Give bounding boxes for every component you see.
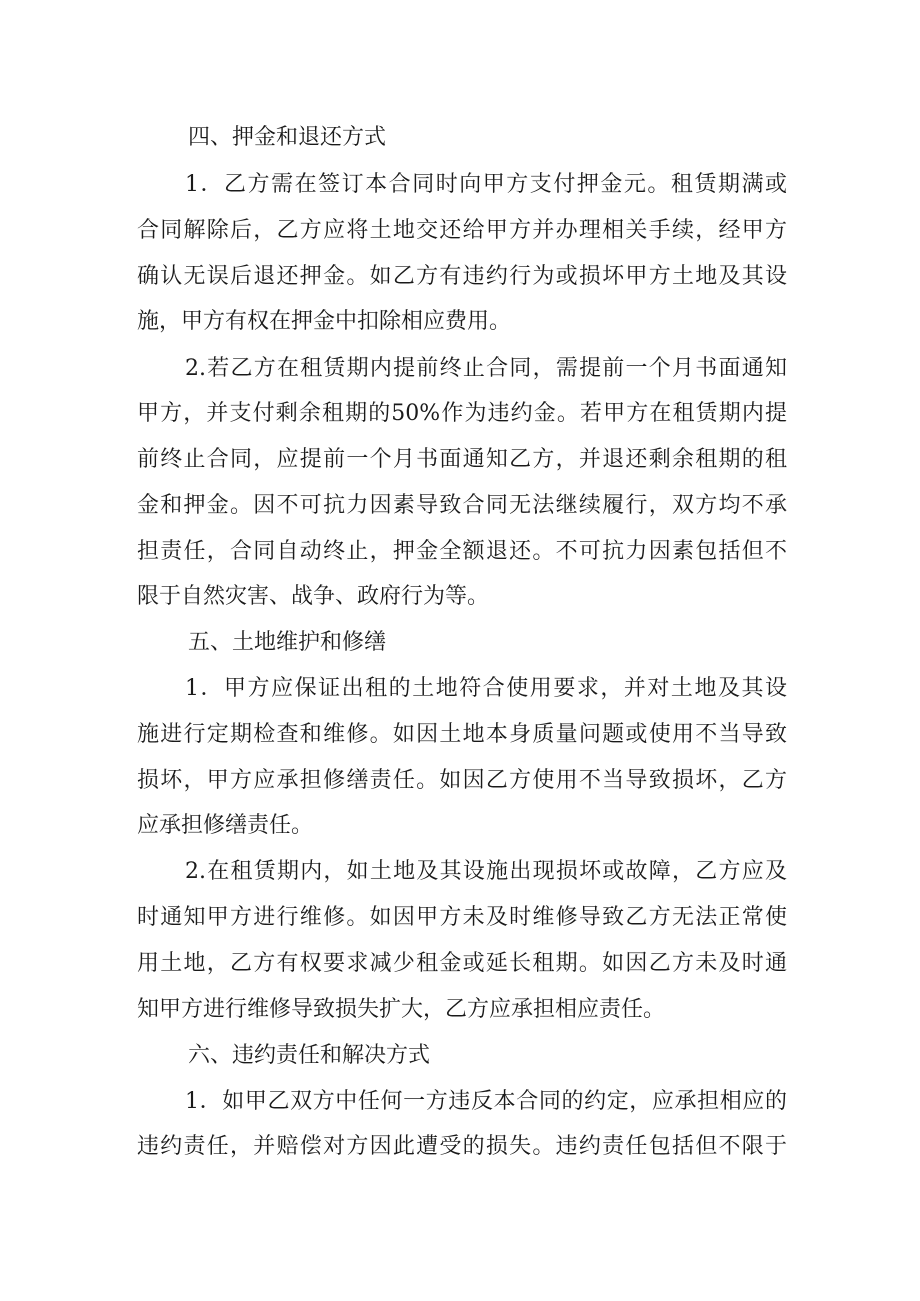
paragraph-line: 2.在租赁期内，如土地及其设施出现损坏或故障，乙方应及 xyxy=(185,859,787,884)
section-heading-maintenance: 五、土地维护和修缮 xyxy=(188,630,387,655)
paragraph-line: 施进行定期检查和维修。如因土地本身质量问题或使用不当导致 xyxy=(137,722,787,747)
paragraph-line: 1．如甲乙双方中任何一方违反本合同的约定，应承担相应的 xyxy=(185,1089,787,1114)
paragraph-line: 1．乙方需在签订本合同时向甲方支付押金元。租赁期满或 xyxy=(185,172,787,197)
paragraph-line: 担责任，合同自动终止，押金全额退还。不可抗力因素包括但不 xyxy=(137,539,787,564)
section-heading-breach: 六、违约责任和解决方式 xyxy=(188,1043,431,1068)
paragraph-line: 2.若乙方在租赁期内提前终止合同，需提前一个月书面通知 xyxy=(185,356,787,381)
paragraph-line: 前终止合同，应提前一个月书面通知乙方，并退还剩余租期的租 xyxy=(137,447,787,472)
paragraph-line: 确认无误后退还押金。如乙方有违约行为或损坏甲方土地及其设 xyxy=(137,264,787,289)
paragraph-line: 甲方，并支付剩余租期的50%作为违约金。若甲方在租赁期内提 xyxy=(137,401,787,426)
paragraph-line: 时通知甲方进行维修。如因甲方未及时维修导致乙方无法正常使 xyxy=(137,905,787,930)
paragraph-line: 施，甲方有权在押金中扣除相应费用。 xyxy=(137,309,512,334)
paragraph-line: 损坏，甲方应承担修缮责任。如因乙方使用不当导致损坏，乙方 xyxy=(137,768,787,793)
paragraph-line: 1．甲方应保证出租的土地符合使用要求，并对土地及其设 xyxy=(185,676,787,701)
section-heading-deposit: 四、押金和退还方式 xyxy=(188,125,387,150)
paragraph-line: 用土地，乙方有权要求减少租金或延长租期。如因乙方未及时通 xyxy=(137,951,787,976)
paragraph-line: 违约责任，并赔偿对方因此遭受的损失。违约责任包括但不限于 xyxy=(137,1134,787,1159)
paragraph-line: 金和押金。因不可抗力因素导致合同无法继续履行，双方均不承 xyxy=(137,493,787,518)
paragraph-line: 知甲方进行维修导致损失扩大，乙方应承担相应责任。 xyxy=(137,997,666,1022)
paragraph-line: 应承担修缮责任。 xyxy=(137,813,314,838)
paragraph-line: 合同解除后，乙方应将土地交还给甲方并办理相关手续，经甲方 xyxy=(137,218,787,243)
paragraph-line: 限于自然灾害、战争、政府行为等。 xyxy=(137,584,490,609)
